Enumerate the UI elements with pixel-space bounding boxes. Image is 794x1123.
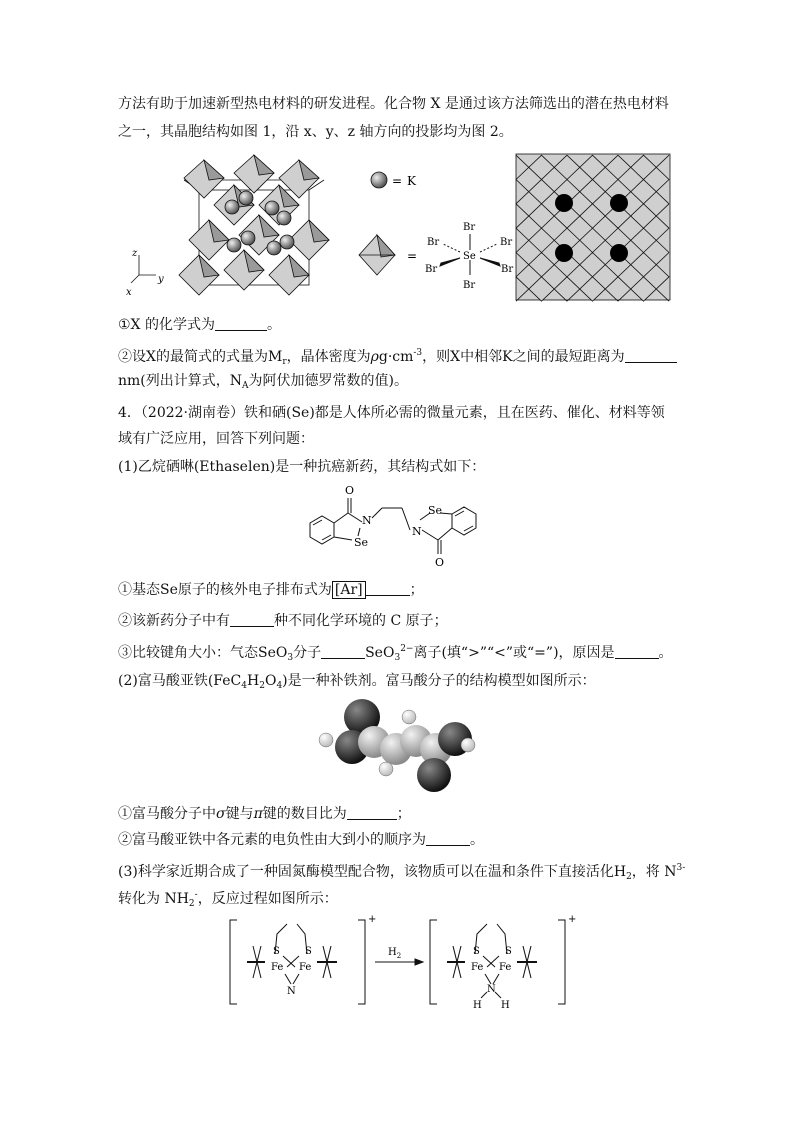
br-top-label: Br (463, 222, 476, 233)
scheme-n-1: N (287, 986, 296, 997)
figure-2-projection (514, 152, 672, 302)
answer-blank-electron-config[interactable] (366, 581, 410, 596)
ethaselen-structure (300, 478, 500, 570)
mol-se-right: Se (428, 504, 443, 517)
answer-blank-electronegativity[interactable] (426, 831, 470, 846)
mol-n-left: N (362, 514, 372, 527)
answer-blank-distance[interactable] (625, 348, 677, 363)
q4-header-2: 域有广泛应用，回答下列问题： (118, 431, 314, 447)
mol-o-top: O (345, 484, 355, 497)
q4-2-1: ①富马酸分子中σ键与π键的数目比为 ； (118, 806, 411, 822)
fumaric-acid-model (312, 695, 482, 795)
scheme-h-2: H (501, 1000, 510, 1011)
scheme-fe-2: Fe (299, 962, 312, 973)
intro-line-2: 之一，其晶胞结构如图 1，沿 x、y、z 轴方向的投影均为图 2。 (118, 124, 513, 140)
q4-2-2: ②富马酸亚铁中各元素的电负性由大到小的顺序为 。 (118, 832, 484, 848)
br-upper-right-label: Br (500, 237, 513, 248)
octahedron-group (179, 155, 329, 295)
reaction-scheme (225, 912, 585, 1017)
mol-o-bottom: O (435, 556, 445, 569)
mol-n-right: N (412, 525, 422, 538)
k-sphere-icon (371, 172, 387, 188)
answer-blank-formula[interactable] (215, 316, 267, 331)
scheme-s-2: S (305, 946, 312, 957)
scheme-s-1: S (273, 946, 280, 957)
scheme-fe-1: Fe (271, 962, 284, 973)
axis-x-label: x (126, 287, 132, 298)
q-x-2: ②设X的最简式的式量为$M_r$，晶体密度为$\rho g\cdot cm^{-3}$，则X中相邻K之间的最短距离为 (118, 344, 677, 371)
scheme-h-1: H (473, 1000, 482, 1011)
q4-1-2: ②该新药分子中有 种不同化学环境的 C 原子； (118, 613, 448, 629)
intro-line-1: 方法有助于加速新型热电材料的研发进程。化合物 X 是通过该方法筛选出的潜在热电材料 (118, 96, 669, 112)
answer-blank-reason[interactable] (615, 644, 659, 659)
figure-1-crystal-cell (124, 150, 344, 300)
axis-y-label: y (158, 274, 164, 285)
br-bottom-label: Br (463, 280, 476, 291)
legend-k-label: K (407, 174, 416, 188)
scheme-n-2: N (487, 984, 496, 995)
scheme-charge-1: + (368, 914, 377, 925)
q-x-1: ①X 的化学式为 。 (118, 317, 281, 333)
scheme-s-3: S (473, 946, 480, 957)
q-x-2b: nm(列出计算式，$N_A$为阿伏加德罗常数的值)。 (118, 373, 408, 391)
scheme-reagent: $H_2$ (388, 947, 402, 960)
legend-oct-equals: = (407, 249, 418, 263)
legend-k-equals: = (392, 174, 403, 188)
se-center-label: Se (463, 251, 476, 262)
q4-part-2: (2)富马酸亚铁$(FeC_4H_2O_4)$是一种补铁剂。富马酸分子的结构模型如图所示： (118, 673, 596, 691)
axes-icon (131, 255, 156, 283)
br-lower-right-label: Br (501, 264, 514, 275)
scheme-fe-3: Fe (471, 962, 484, 973)
br-lower-left-label: Br (425, 264, 438, 275)
scheme-charge-2: + (568, 914, 577, 925)
answer-blank-carbon-env[interactable] (230, 612, 274, 627)
octahedron-icon (359, 235, 395, 275)
mol-se-left: Se (354, 536, 369, 549)
q4-header: 4．（2022·湖南卷）铁和硒(Se)都是人体所必需的微量元素，且在医药、催化、材料等领 (118, 405, 665, 421)
q4-1-3: ③比较键角大小：气态SeO$_3$分子 SeO$_3^{2-}$离子(填“>”“<”或“=”)，原因是 。 (118, 644, 673, 663)
q4-part-1: (1)乙烷硒啉(Ethaselen)是一种抗癌新药，其结构式如下： (118, 459, 486, 475)
br-upper-left-label: Br (427, 237, 440, 248)
figure-legend (355, 160, 525, 300)
scheme-fe-4: Fe (499, 962, 512, 973)
q4-1-1: ①基态Se原子的核外电子排布式为 [Ar] ； (118, 582, 424, 598)
scheme-s-4: S (505, 946, 512, 957)
atom-spheres (319, 699, 475, 792)
q4-part-3-line-1: (3)科学家近期合成了一种固氮酶模型配合物，该物质可以在温和条件下直接活化$H_2$，将 $N^{3-}$ (118, 863, 686, 882)
axis-z-label: z (132, 248, 138, 259)
answer-blank-bond-angle[interactable] (321, 644, 365, 659)
answer-blank-bond-ratio[interactable] (347, 805, 397, 820)
q4-part-3-line-2: 转化为 $NH_2^-$，反应过程如图所示： (118, 890, 338, 909)
